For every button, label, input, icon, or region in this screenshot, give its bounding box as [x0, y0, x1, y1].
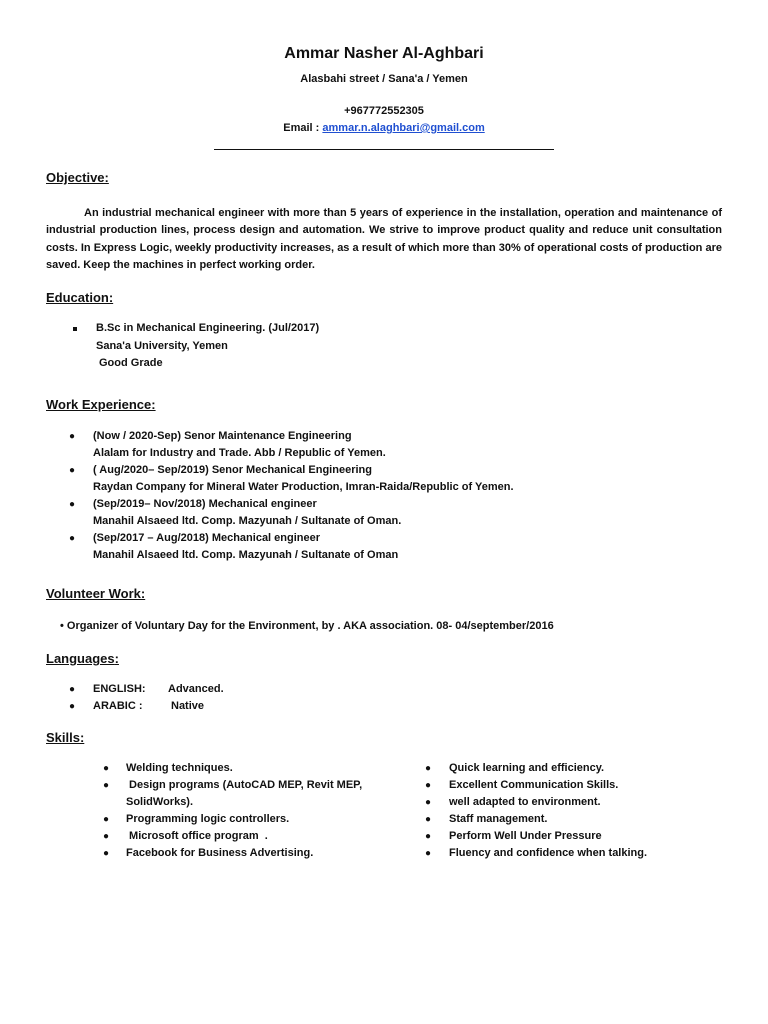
address: Alasbahi street / Sana'a / Yemen	[300, 73, 468, 85]
work-item-title: (Sep/2017 – Aug/2018) Mechanical engineer	[93, 532, 321, 544]
skill-item: well adapted to environment.	[449, 796, 601, 808]
bullet-icon: ●	[103, 848, 110, 859]
language-name: ENGLISH:	[93, 683, 146, 695]
bullet-icon: ●	[425, 814, 432, 825]
bullet-icon: ●	[69, 499, 76, 510]
bullet-icon: ●	[69, 465, 76, 476]
square-bullet-icon	[73, 327, 77, 331]
languages-heading-label: Languages	[46, 651, 115, 666]
bullet-icon: ●	[69, 701, 76, 712]
language-level: Advanced.	[168, 683, 224, 695]
bullet-icon: ●	[425, 797, 432, 808]
bullet-icon: ●	[103, 763, 110, 774]
bullet-icon: ●	[69, 533, 76, 544]
bullet-icon: ●	[425, 848, 432, 859]
skill-item: Perform Well Under Pressure	[449, 830, 602, 842]
skill-item: Fluency and confidence when talking.	[449, 847, 648, 859]
work-item-org: Alalam for Industry and Trade. Abb / Republic of Yemen.	[93, 447, 386, 459]
volunteer-item: • Organizer of Voluntary Day for the Environment, by . AKA association. 08- 04/september/2016	[60, 620, 554, 632]
skills-heading: Skills:	[46, 730, 85, 745]
work-item-title: (Now / 2020-Sep) Senor Maintenance Engineering	[93, 430, 352, 442]
bullet-icon: ●	[425, 780, 432, 791]
skill-item: Design programs (AutoCAD MEP, Revit MEP,	[126, 779, 363, 791]
work-item-title: ( Aug/2020– Sep/2019) Senor Mechanical Engineering	[93, 464, 372, 476]
bullet-icon: ●	[425, 831, 432, 842]
skill-item: Facebook for Business Advertising.	[126, 847, 314, 859]
header-divider	[214, 149, 554, 150]
objective-heading: Objective:	[46, 170, 109, 185]
volunteer-heading: Volunteer Work:	[46, 586, 146, 601]
candidate-name: Ammar Nasher Al-Aghbari	[284, 45, 484, 62]
phone-number: +967772552305	[344, 105, 424, 117]
education-degree: B.Sc in Mechanical Engineering. (Jul/2017)	[96, 322, 320, 334]
languages-heading	[46, 651, 119, 666]
skill-item: Welding techniques.	[126, 762, 233, 774]
email-line	[0, 122, 768, 134]
skill-item-continued: SolidWorks).	[126, 796, 194, 808]
education-grade: Good Grade	[99, 357, 163, 369]
skill-item: Microsoft office program .	[126, 830, 268, 842]
work-heading: Work Experience:	[46, 397, 156, 412]
languages-heading-colon: :	[114, 651, 119, 666]
work-item-org: Raydan Company for Mineral Water Production, Imran-Raida/Republic of Yemen.	[93, 481, 514, 493]
skill-item: Programming logic controllers.	[126, 813, 290, 825]
bullet-icon: ●	[103, 831, 110, 842]
bullet-icon: ●	[69, 431, 76, 442]
bullet-icon: ●	[103, 814, 110, 825]
email-label: Email :	[283, 122, 323, 134]
work-item-org: Manahil Alsaeed ltd. Comp. Mazyunah / Sultanate of Oman.	[93, 515, 402, 527]
bullet-icon: ●	[103, 780, 110, 791]
skill-item: Excellent Communication Skills.	[449, 779, 619, 791]
objective-text: An industrial mechanical engineer with more than 5 years of experience in the installation, operation and maintenance of industrial production lines, process design and automation. We strive to improve product quality and reduce unit consultation costs. In Express Logic, weekly productivity increases, as a result of which more than 30% of operational costs of production are saved. Keep the machines in perfect working order.	[46, 207, 722, 271]
language-name: ARABIC :	[93, 700, 143, 712]
work-item-title: (Sep/2019– Nov/2018) Mechanical engineer	[93, 498, 317, 510]
education-university: Sana'a University, Yemen	[96, 340, 228, 352]
work-item-org: Manahil Alsaeed ltd. Comp. Mazyunah / Sultanate of Oman	[93, 549, 399, 561]
skill-item: Staff management.	[449, 813, 548, 825]
bullet-icon: ●	[425, 763, 432, 774]
email-link[interactable]: ammar.n.alaghbari@gmail.com	[322, 122, 485, 134]
skill-item: Quick learning and efficiency.	[449, 762, 605, 774]
language-level: Native	[171, 700, 205, 712]
education-heading: Education:	[46, 290, 114, 305]
bullet-icon: ●	[69, 684, 76, 695]
